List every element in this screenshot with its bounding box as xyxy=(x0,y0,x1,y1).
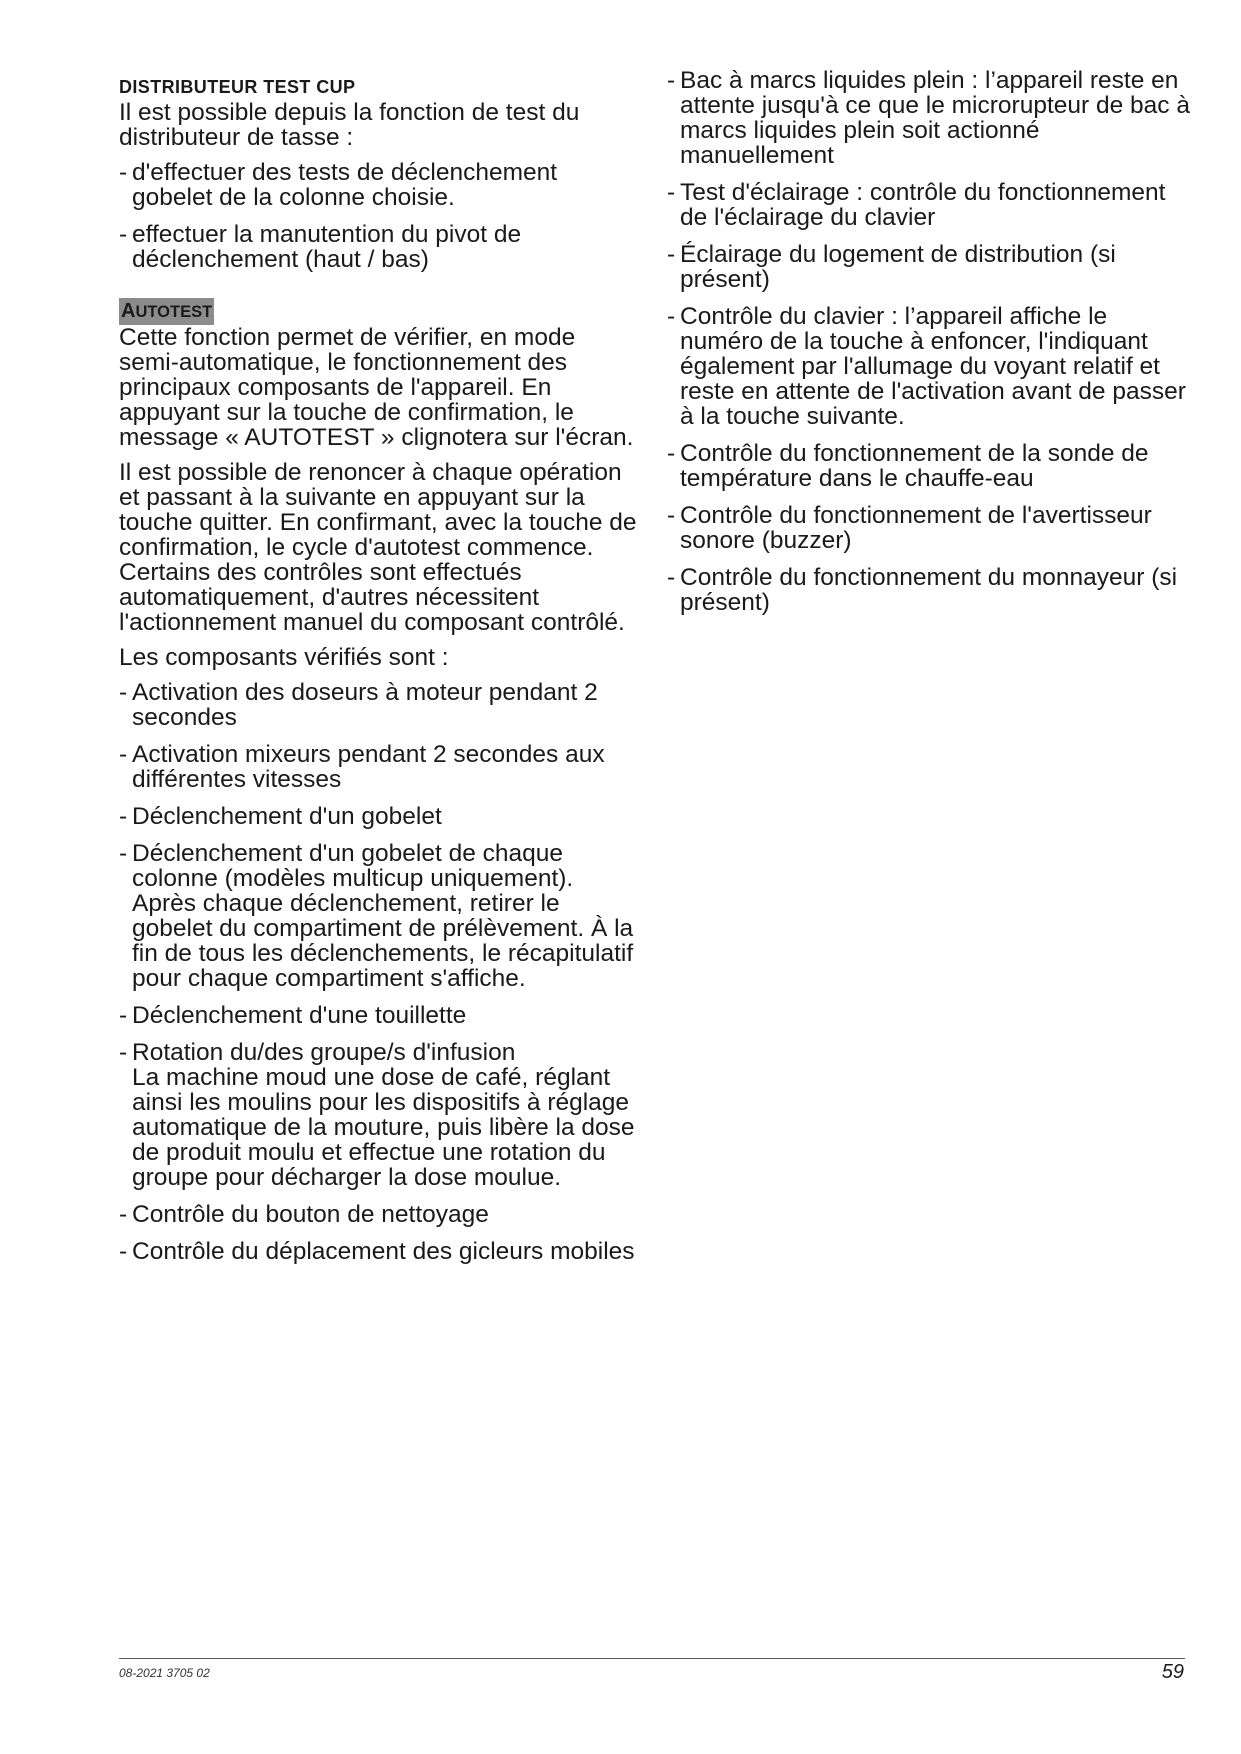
list-item: - Activation des doseurs à moteur pendant 2 secondes xyxy=(119,680,639,730)
list-item: - effectuer la manutention du pivot de déclenchement (haut / bas) xyxy=(119,222,639,272)
list-item: - Test d'éclairage : contrôle du fonctionnement de l'éclairage du clavier xyxy=(667,180,1197,230)
left-column xyxy=(119,68,639,1276)
bullet-list-test-cup xyxy=(119,160,639,272)
list-item: - Contrôle du déplacement des gicleurs mobiles xyxy=(119,1239,639,1264)
list-item: - Déclenchement d'un gobelet de chaque colonne (modèles multicup uniquement). Après chaque déclenchement, retirer le gobelet du compartiment de prélèvement. À la fin de tous les déclenchements, le récapitulatif pour chaque compartiment s'affiche. xyxy=(119,841,639,991)
list-item: - Rotation du/des groupe/s d'infusion La machine moud une dose de café, réglant ainsi les moulins pour les dispositifs à réglage automatique de la mouture, puis libère la dose de produit moulu et effectue une rotation du groupe pour décharger la dose moulue. xyxy=(119,1040,639,1190)
heading-rest: UTOTEST xyxy=(135,303,213,321)
list-item: - Déclenchement d'un gobelet xyxy=(119,804,639,829)
list-item: - Contrôle du fonctionnement du monnayeur (si présent) xyxy=(667,565,1197,615)
list-item: - Contrôle du fonctionnement de l'avertisseur sonore (buzzer) xyxy=(667,503,1197,553)
paragraph: Cette fonction permet de vérifier, en mode semi-automatique, le fonctionnement des principaux composants de l'appareil. En appuyant sur la touche de confirmation, le message « AUTOTEST » clignotera sur l'écran. xyxy=(119,324,634,451)
list-item: - Contrôle du bouton de nettoyage xyxy=(119,1202,639,1227)
section-heading-test-cup: DISTRIBUTEUR TEST CUP xyxy=(119,77,356,97)
right-column xyxy=(667,68,1197,627)
list-item: - Éclairage du logement de distribution (si présent) xyxy=(667,242,1197,292)
list-item: - d'effectuer des tests de déclenchement gobelet de la colonne choisie. xyxy=(119,160,639,210)
list-item: - Contrôle du fonctionnement de la sonde de température dans le chauffe-eau xyxy=(667,441,1197,491)
footer-divider xyxy=(119,1658,1185,1659)
document-reference: 08-2021 3705 02 xyxy=(119,1666,210,1680)
list-item: - Déclenchement d'une touillette xyxy=(119,1003,639,1028)
page-number: 59 xyxy=(1161,1661,1184,1683)
paragraph: Il est possible depuis la fonction de test du distributeur de tasse : xyxy=(119,99,580,151)
paragraph: Il est possible de renoncer à chaque opération et passant à la suivante en appuyant sur la touche quitter. En confirmant, avec la touche de confirmation, le cycle d'autotest commence. Certains des contrôles sont effectués automatiquement, d'autres nécessitent l'actionnement manuel du composant contrôlé. xyxy=(119,459,637,636)
list-item: - Bac à marcs liquides plein : l’appareil reste en attente jusqu'à ce que le microrupteur de bac à marcs liquides plein soit actionné manuellement xyxy=(667,68,1197,168)
list-item: - Contrôle du clavier : l’appareil affiche le numéro de la touche à enfoncer, l'indiquant également par l'allumage du voyant relatif et reste en attente de l'activation avant de passer à la touche suivante. xyxy=(667,304,1197,429)
bullet-list-components xyxy=(119,680,639,1264)
section-heading-autotest xyxy=(119,298,214,325)
paragraph: Les composants vérifiés sont : xyxy=(119,644,449,671)
bullet-list-components-continued xyxy=(667,68,1197,615)
list-item: - Activation mixeurs pendant 2 secondes aux différentes vitesses xyxy=(119,742,639,792)
heading-initial: A xyxy=(121,300,136,322)
